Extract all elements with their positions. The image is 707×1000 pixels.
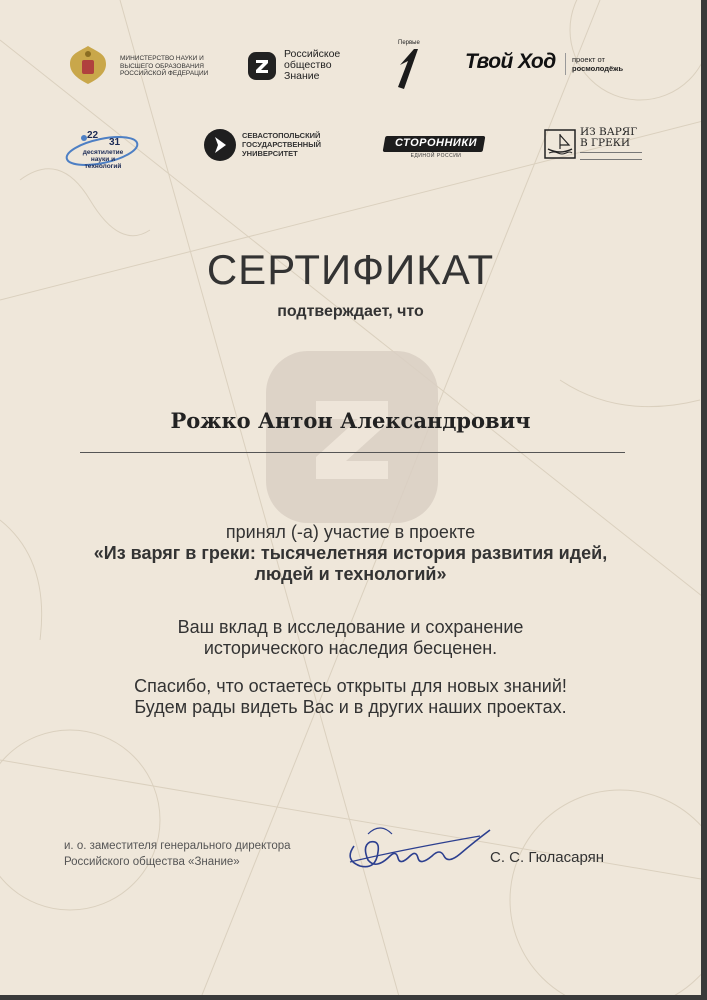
certificate-title: СЕРТИФИКАТ (206, 246, 495, 293)
contribution-line2: исторического наследия бесценен. (203, 638, 498, 658)
sevsu-icon (204, 129, 236, 161)
decade-end: 31 (109, 137, 121, 148)
participation-text: принял (-а) участие в проекте (225, 522, 476, 542)
contribution-line1: Ваш вклад в исследование и сохранение (177, 617, 524, 637)
znanie-watermark-icon (264, 349, 440, 525)
sevsu-logo (204, 127, 364, 163)
tvoy-hod-sub1: проект от (572, 55, 605, 64)
signatory-role-line1: и. о. заместителя генерального директора (64, 840, 291, 852)
coat-of-arms-icon (66, 42, 110, 88)
storonniki-text: СТОРОННИКИ (394, 137, 478, 149)
iz-varyag-logo (544, 127, 654, 163)
tvoy-hod-divider (565, 53, 566, 75)
signatory-role-line2: Российского общества «Знание» (64, 856, 240, 868)
thanks-line2: Будем рады видеть Вас и в других наших проектах. (134, 697, 567, 717)
project-name-line2: людей и технологий» (254, 564, 447, 584)
iz-varyag-fineprint (580, 152, 642, 160)
iz-varyag-line2: В ГРЕКИ (580, 137, 631, 149)
recipient-name: Рожко Антон Александрович (170, 408, 531, 433)
decade-start: 22 (87, 130, 99, 141)
pervye-label: Первые (398, 40, 420, 46)
decade-line1: десятилетие (82, 149, 124, 156)
znanie-icon (248, 52, 276, 80)
ministry-logo (66, 42, 216, 87)
pervye-logo (392, 40, 432, 92)
ministry-name: МИНИСТЕРСТВО НАУКИ И ВЫСШЕГО ОБРАЗОВАНИЯ РОССИЙСКОЙ ФЕДЕРАЦИИ (120, 55, 209, 77)
znanie-logo (248, 48, 368, 84)
storonniki-sub: ЕДИНОЙ РОССИИ (410, 153, 462, 159)
tvoy-hod-sub2: росмолодёжь (572, 64, 624, 73)
signatory-name: С. С. Гюласарян (490, 849, 605, 866)
znanie-line1: Российское (284, 48, 341, 60)
tvoy-hod-text: Твой Ход (465, 50, 556, 73)
thanks-line1: Спасибо, что остаетесь открыты для новых знаний! (134, 676, 567, 696)
storonniki-logo (384, 136, 488, 164)
decade-logo (62, 130, 142, 172)
sevsu-line2: ГОСУДАРСТВЕННЫЙ (242, 140, 321, 149)
ship-icon (544, 129, 576, 159)
sevsu-line3: УНИВЕРСИТЕТ (242, 149, 298, 158)
sevsu-line1: СЕВАСТОПОЛЬСКИЙ (242, 131, 321, 140)
project-name-line1: «Из варяг в греки: тысячелетняя история развития идей, (93, 543, 608, 563)
pervye-icon (396, 49, 422, 89)
name-underline (80, 452, 625, 453)
tvoy-hod-logo (465, 50, 645, 80)
signatory-role (64, 838, 291, 870)
signature-image (340, 816, 500, 880)
certificate-subtitle: подтверждает, что (277, 303, 424, 320)
znanie-line3: Знание (284, 70, 320, 82)
znanie-line2: общество (284, 59, 332, 71)
decade-line2: науки и технологий (84, 156, 122, 170)
iz-varyag-line1: ИЗ ВАРЯГ (580, 126, 638, 138)
